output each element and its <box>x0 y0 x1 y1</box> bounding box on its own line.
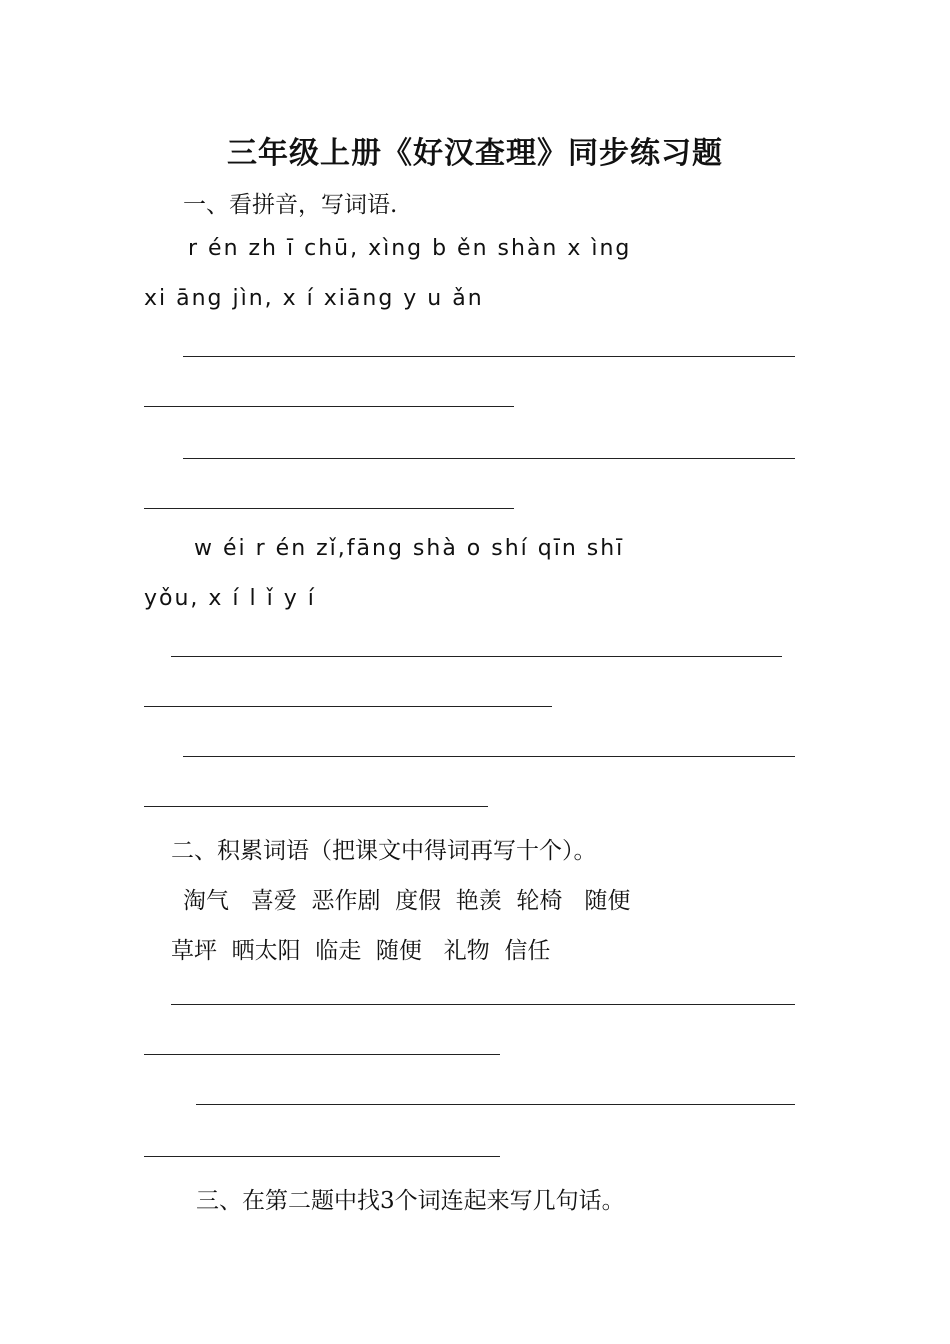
page-title: 三年级上册《好汉查理》同步练习题 <box>227 136 723 171</box>
pinyin-group1-line2: xi āng jìn, x í xiāng y u ǎn <box>144 286 484 311</box>
answer-line <box>183 756 795 757</box>
section2-heading: 二、积累词语（把课文中得词再写十个）。 <box>171 838 597 864</box>
pinyin-group2-line1: w éi r én zǐ,fāng shà o shí qīn shī <box>194 536 625 561</box>
section1-heading: 一、看拼音，写词语. <box>183 192 398 218</box>
word-list-line2: 草坪 晒太阳 临走 随便 礼物 信任 <box>171 938 551 964</box>
section3-heading: 三、在第二题中找3个词连起来写几句话。 <box>196 1188 625 1214</box>
answer-line <box>196 1104 795 1105</box>
answer-line <box>144 406 514 407</box>
pinyin-group2-line2: yǒu, x í l ǐ y í <box>144 586 316 611</box>
answer-line <box>171 1004 795 1005</box>
answer-line <box>144 1156 500 1157</box>
answer-line <box>144 1054 500 1055</box>
answer-line <box>144 706 552 707</box>
answer-line <box>183 458 795 459</box>
answer-line <box>144 508 514 509</box>
word-list-line1: 淘气 喜爱 恶作剧 度假 艳羡 轮椅 随便 <box>183 888 631 914</box>
answer-line <box>171 656 782 657</box>
answer-line <box>144 806 488 807</box>
pinyin-group1-line1: r én zh ī chū, xìng b ěn shàn x ìng <box>188 236 632 261</box>
answer-line <box>183 356 795 357</box>
